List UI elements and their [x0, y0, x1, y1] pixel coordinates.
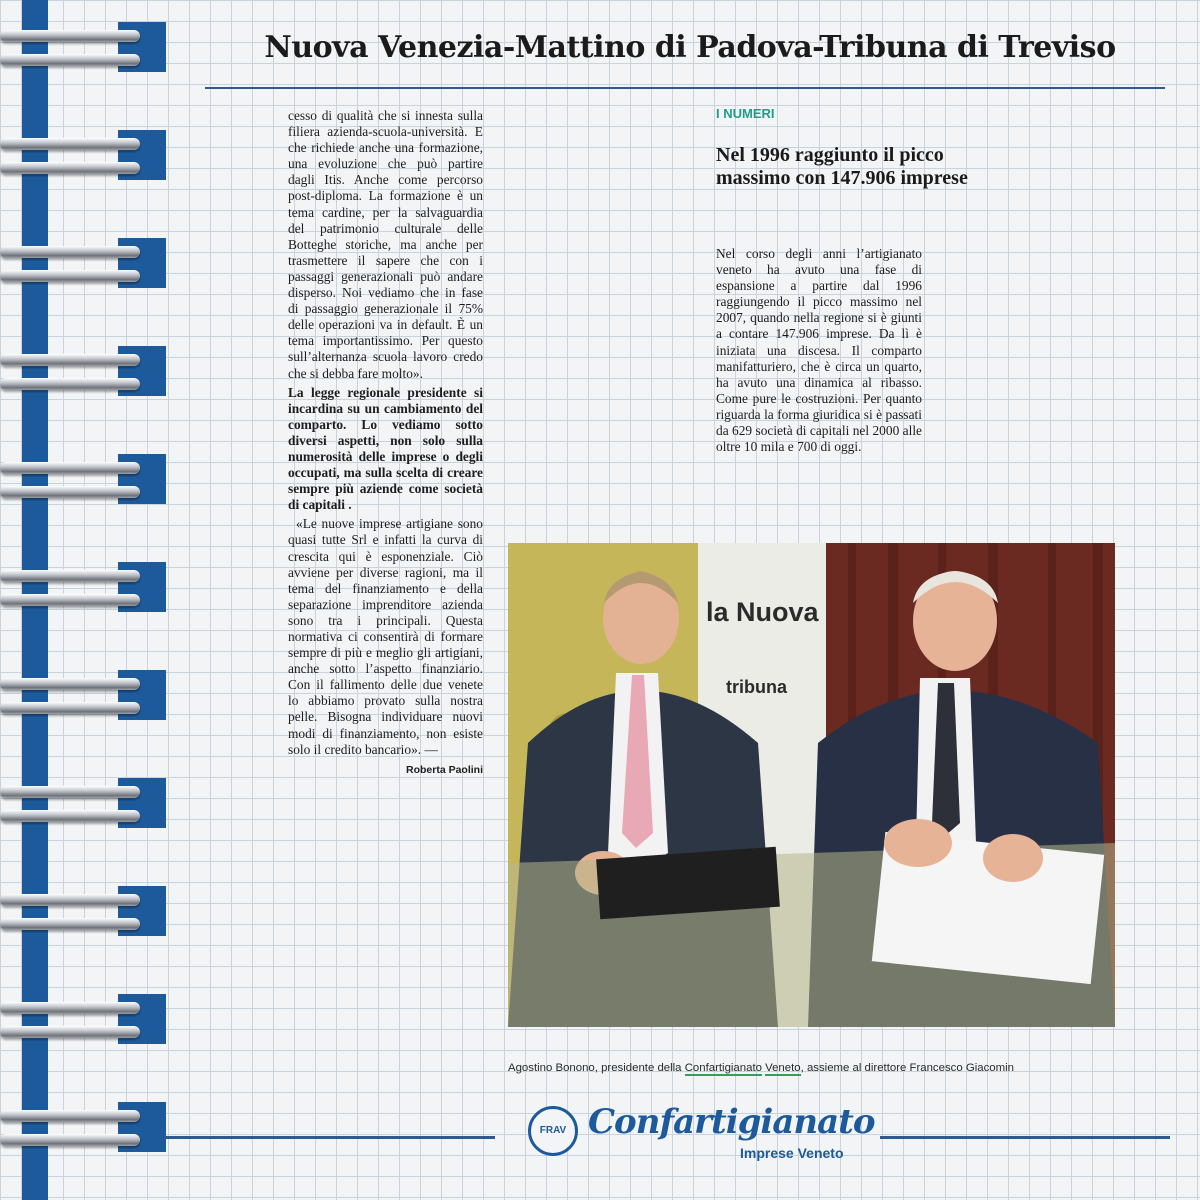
photo-illustration	[508, 543, 1115, 1027]
spiral-ring	[0, 1026, 140, 1038]
spiral-ring	[0, 678, 140, 690]
spiral-ring	[0, 462, 140, 474]
spiral-ring	[0, 162, 140, 174]
caption-text: Agostino Bonono, presidente della	[508, 1062, 685, 1074]
spiral-ring	[0, 30, 140, 42]
masthead-rule	[205, 87, 1165, 89]
emblem-text: FRAV	[539, 1125, 567, 1136]
spiral-ring	[0, 246, 140, 258]
article-photo	[508, 543, 1115, 1027]
spiral-ring	[0, 1110, 140, 1122]
hand-left	[884, 819, 952, 867]
spiral-ring	[0, 570, 140, 582]
confartigianato-logo: Confartigianato	[588, 1102, 875, 1142]
spiral-ring	[0, 918, 140, 930]
banner-logo-la-nuova: la Nuova	[706, 597, 819, 627]
article-question: La legge regionale presidente si incardina su un cambiamento del comparto. Lo vediamo sotto diversi aspetti, non solo sulla numerosità delle imprese o degli occupati, ma sulla scelta di creare sempre più aziende come società di capitali .	[288, 384, 483, 513]
spiral-ring	[0, 378, 140, 390]
article-byline: Roberta Paolini	[405, 763, 483, 776]
confartigianato-emblem-icon	[528, 1106, 578, 1156]
box-kicker: I NUMERI	[716, 106, 775, 121]
box-body-text: Nel corso degli anni l’artigianato veneto ha avuto una fase di espansione a partire dal 1996 raggiungendo il picco massimo nel 2007, quando nella regione si è giunti a contare 147.906 imprese. Da lì è iniziata una discesa. Il comparto manifatturiero, che è circa un quarto, ha avuto una dinamica al ribasso. Come pure le costruzioni. Per quanto riguarda la forma giuridica si è passati da 629 società di capitali nel 2000 alle oltre 10 mila e 700 di oggi.	[716, 246, 922, 455]
spiral-ring	[0, 354, 140, 366]
spiral-ring	[0, 270, 140, 282]
footer-rule-right	[880, 1136, 1170, 1139]
footer-rule-left	[165, 1136, 495, 1139]
spiral-ring	[0, 702, 140, 714]
spiral-ring	[0, 594, 140, 606]
article-paragraph: «Le nuove imprese artigiane sono quasi tutte Srl e infatti la curva di crescita qui è esponenziale. Ciò avviene per diverse ragioni, ma il tema del finanziamento e della separazione imprenditore azienda sono tra i principali. Questa normativa ci consentirà di formare sempre di più e meglio gli artigiani, anche sotto l’aspetto finanziario. Con il fallimento delle due venete lo abbiamo provato sulla nostra pelle. Bisogna individuare nuovi modi di finanziamento, non esiste solo il credito bancario». —	[288, 516, 483, 757]
caption-link-confartigianato[interactable]: Confartigianato	[684, 1062, 762, 1074]
spiral-ring	[0, 1002, 140, 1014]
caption-text-end: , assieme al direttore Francesco Giacomin	[800, 1062, 1014, 1074]
spiral-ring	[0, 54, 140, 66]
spiral-ring	[0, 786, 140, 798]
hand-right	[983, 834, 1043, 882]
article-column	[288, 108, 483, 778]
photo-tablet	[596, 847, 780, 919]
caption-link-veneto[interactable]: Veneto	[765, 1062, 801, 1074]
article-paragraph: cesso di qualità che si innesta sulla filiera azienda-scuola-università. E che richiede anche una formazione, una evoluzione che può partire dagli Itis. Anche come percorso post-diploma. La formazione è un tema cardine, per la salvaguardia del patrimonio culturale delle Botteghe storiche, ma anche per trasmettere il sapere che con i passaggi generazionali può andare disperso. Noi vediamo che in fase di passaggio generazionale il 75% delle operazioni va in default. È un tema importantissimo. Per questo sull’alternanza scuola lavoro credo che si debba fare molto».	[288, 108, 483, 381]
spiral-ring	[0, 138, 140, 150]
banner-logo-tribuna: tribuna	[726, 677, 787, 697]
spiral-ring	[0, 1134, 140, 1146]
newspaper-masthead: Nuova Venezia-Mattino di Padova-Tribuna di Treviso	[264, 30, 1116, 65]
logo-subtitle: Imprese Veneto	[740, 1145, 844, 1161]
photo-caption	[508, 1062, 1118, 1074]
spiral-ring	[0, 486, 140, 498]
spiral-ring	[0, 894, 140, 906]
spiral-ring	[0, 810, 140, 822]
box-headline: Nel 1996 raggiunto il picco massimo con 147.906 imprese	[716, 144, 968, 189]
